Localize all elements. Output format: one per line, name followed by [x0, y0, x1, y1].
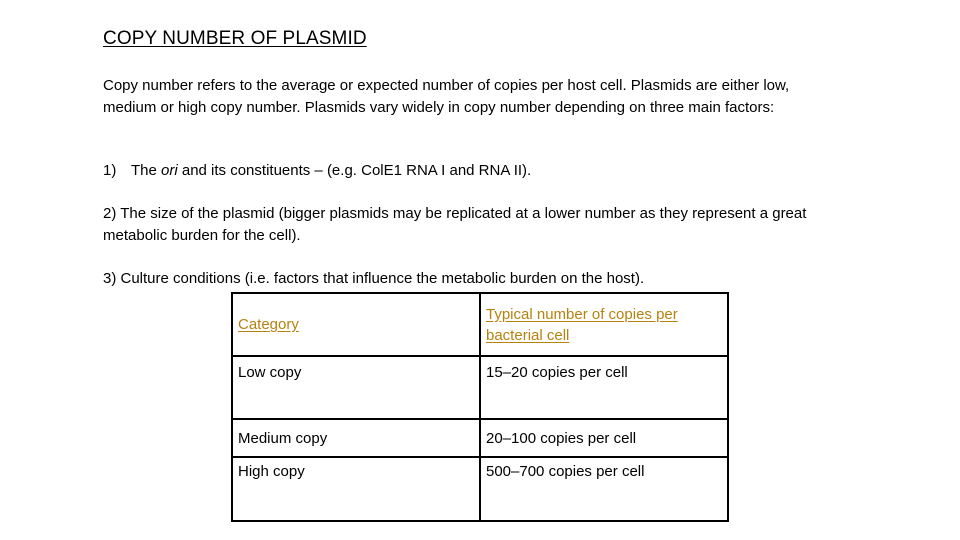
row-medium-copies: 20–100 copies per cell: [480, 419, 728, 457]
factor-3: 3) Culture conditions (i.e. factors that influence the metabolic burden on the host).: [103, 270, 645, 287]
factor-1-text-end: and its constituents – (e.g. ColE1 RNA I and RNA II).: [177, 162, 532, 179]
row-low-category: Low copy: [232, 356, 480, 419]
row-high-copies: 500–700 copies per cell: [480, 457, 728, 521]
row-low-copies: 15–20 copies per cell: [480, 356, 728, 419]
page-title: COPY NUMBER OF PLASMID: [103, 28, 367, 49]
intro-paragraph: Copy number refers to the average or expected number of copies per host cell. Plasmids are either low, medium or high copy number. Plasmids vary widely in copy number depending on three main factors:: [103, 77, 790, 116]
table-row: [232, 356, 728, 419]
header-category: Category: [232, 293, 480, 356]
table-row: [232, 457, 728, 521]
row-medium-category: Medium copy: [232, 419, 480, 457]
copy-number-table: [231, 292, 729, 522]
header-copies: Typical number of copies per bacterial cell: [480, 293, 728, 356]
factor-2: 2) The size of the plasmid (bigger plasmids may be replicated at a lower number as they represent a great metabolic burden for the cell).: [103, 205, 807, 244]
table-row: [232, 419, 728, 457]
factor-1-number: 1): [103, 162, 117, 179]
factor-1: [103, 160, 843, 182]
row-high-category: High copy: [232, 457, 480, 521]
factor-1-ori-term: ori: [161, 162, 178, 179]
factor-1-text-start: The: [131, 162, 162, 179]
table-header-row: [232, 293, 728, 356]
